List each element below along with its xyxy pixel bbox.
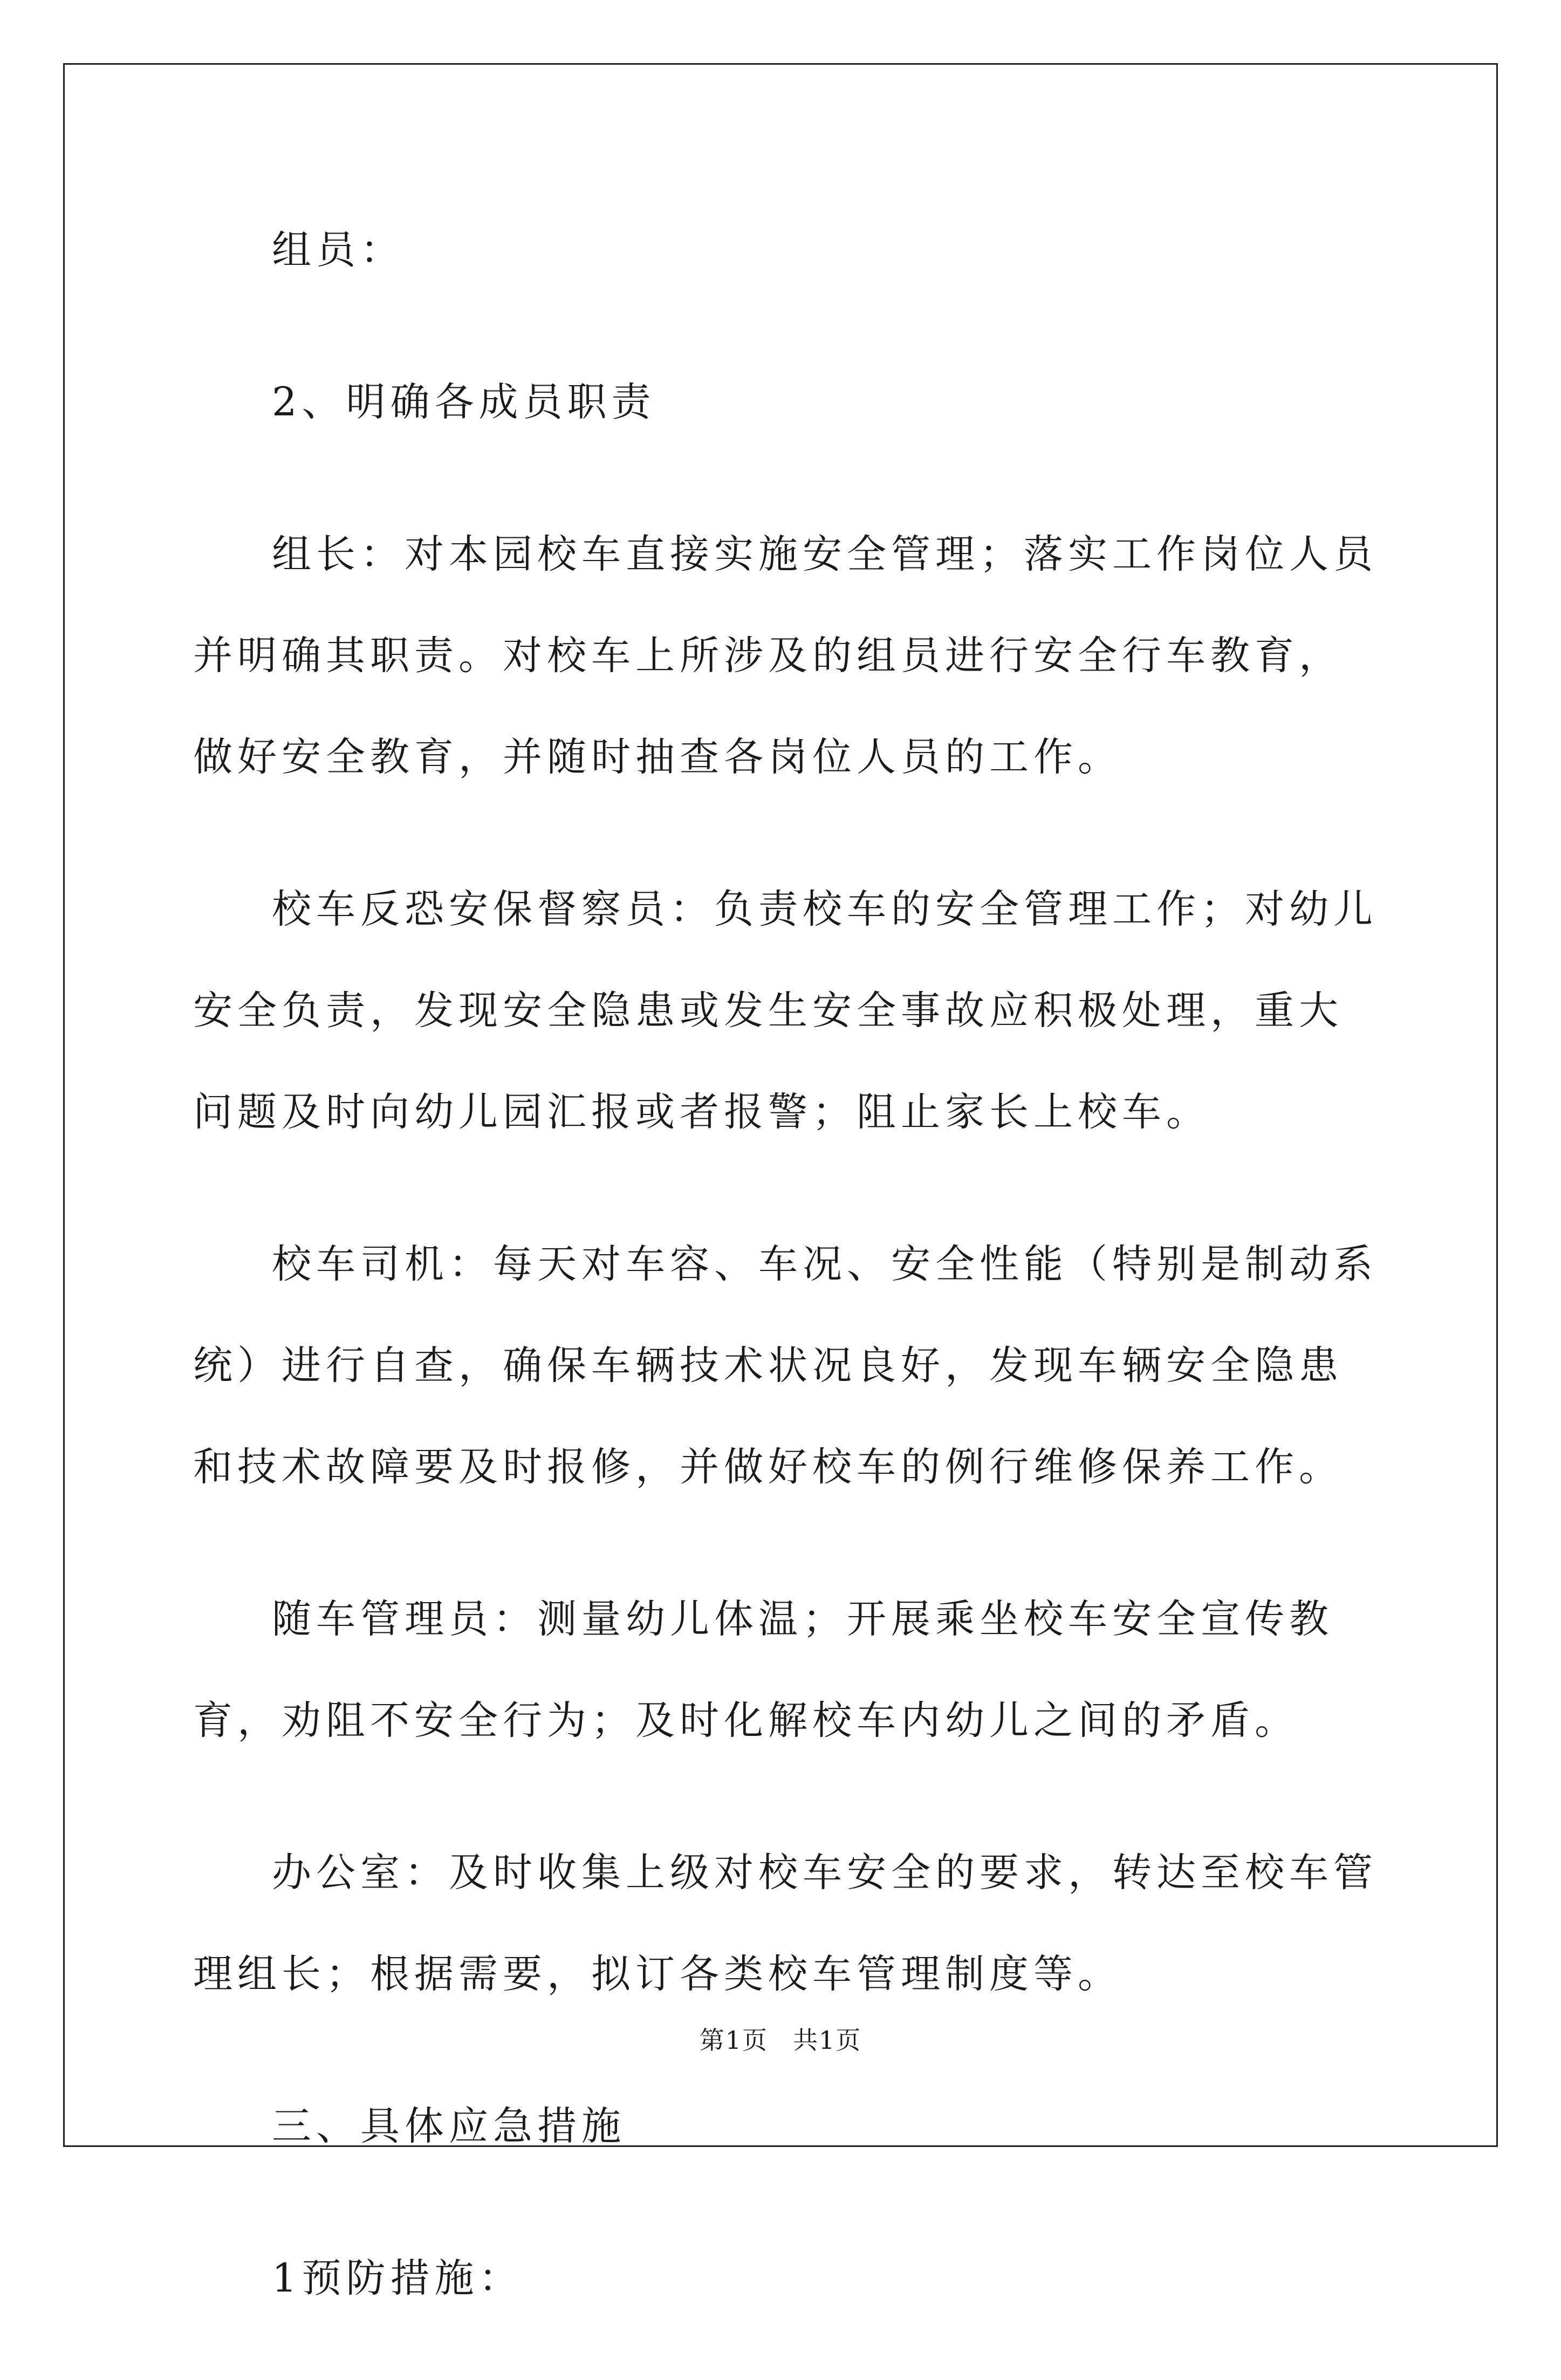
paragraph-security-inspector-duty: 校车反恐安保督察员：负责校车的安全管理工作；对幼儿安全负责，发现安全隐患或发生安全事故应积极处理，重大问题及时向幼儿园汇报或者报警；阻止家长上校车。: [193, 886, 1378, 1135]
page-footer: [0, 2024, 1561, 2056]
paragraph-members: 组员：: [272, 227, 405, 273]
paragraph-prevention-heading: 1预防措施：: [272, 2255, 523, 2301]
paragraph-driver-duty: 校车司机：每天对车容、车况、安全性能（特别是制动系统）进行自查，确保车辆技术状况良好，发现车辆安全隐患和技术故障要及时报修，并做好校车的例行维修保养工作。: [193, 1241, 1378, 1490]
paragraph-office-duty: 办公室：及时收集上级对校车安全的要求，转达至校车管理组长；根据需要，拟订各类校车管理制度等。: [193, 1850, 1378, 1997]
paragraph-bus-attendant-duty: 随车管理员：测量幼儿体温；开展乘坐校车安全宣传教育，劝阻不安全行为；及时化解校车内幼儿之间的矛盾。: [193, 1596, 1333, 1743]
paragraph-section-three-heading: 三、具体应急措施: [272, 2103, 626, 2149]
page-number: 第1页: [699, 2026, 768, 2055]
paragraph-duties-heading: 2、明确各成员职责: [272, 379, 656, 425]
paragraph-leader-duty: 组长：对本园校车直接实施安全管理；落实工作岗位人员并明确其职责。对校车上所涉及的组员进行安全行车教育，做好安全教育，并随时抽查各岗位人员的工作。: [193, 531, 1378, 780]
page-total: 共1页: [793, 2026, 862, 2055]
